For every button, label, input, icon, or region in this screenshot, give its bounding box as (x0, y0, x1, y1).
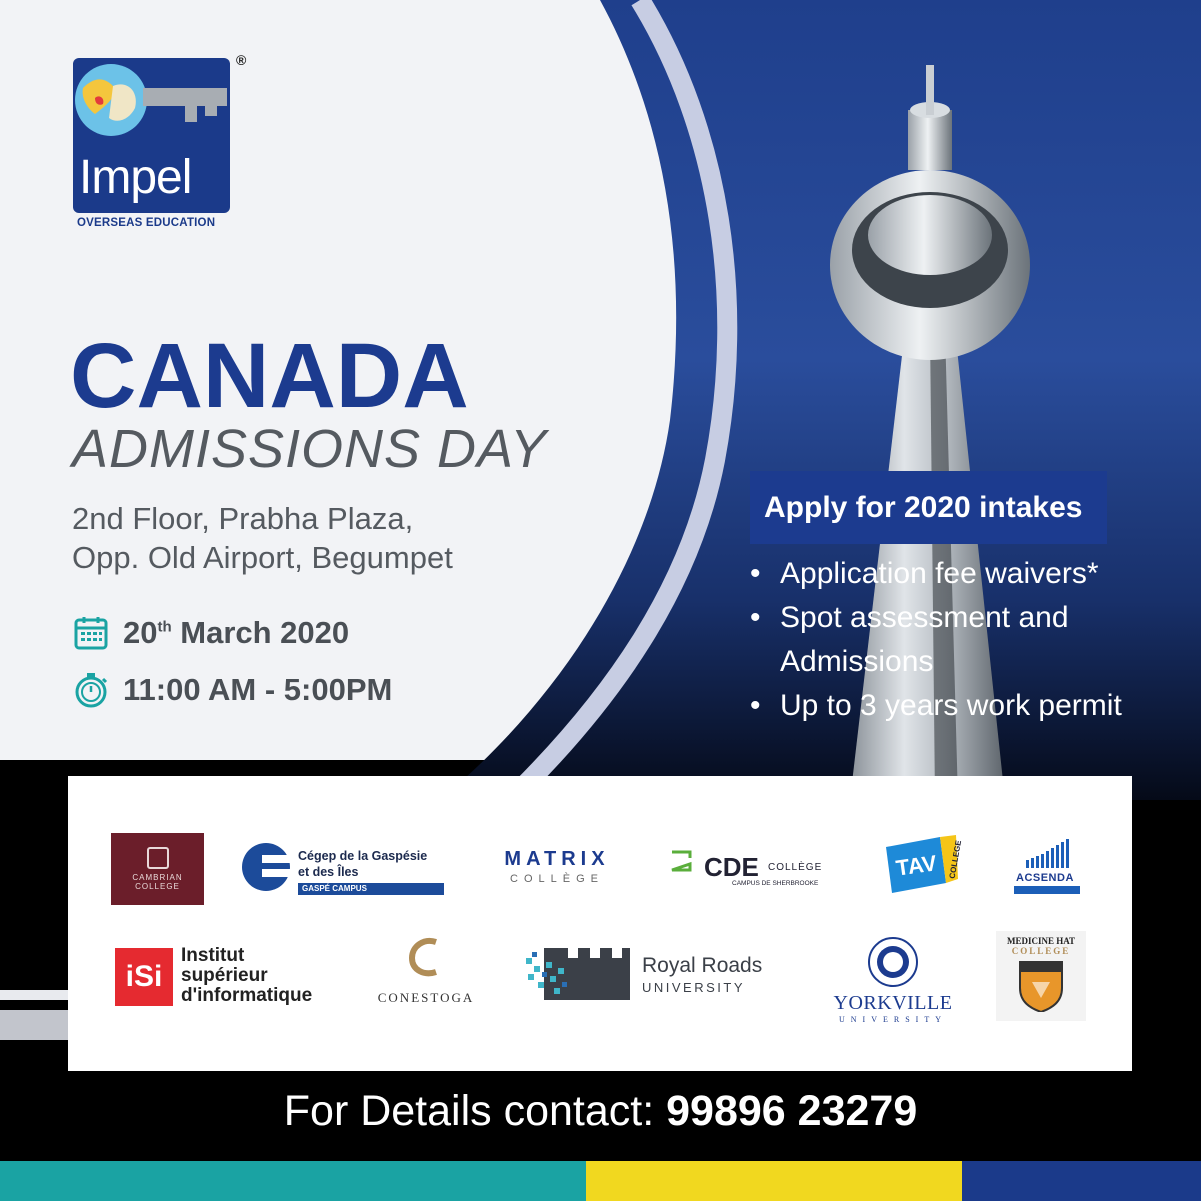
acsenda-emblem (1008, 838, 1084, 868)
cde-logo (668, 844, 838, 894)
contact-phone: 99896 23279 (666, 1087, 918, 1135)
cegep-name-1: Cégep de la Gaspésie (298, 849, 428, 863)
contact-line (0, 1087, 1201, 1136)
bar-segment-teal (0, 1161, 586, 1201)
contact-label: For Details contact: (283, 1087, 667, 1135)
headline-subtitle: ADMISSIONS DAY (72, 419, 548, 479)
footer-color-bar (0, 1161, 1201, 1201)
yorkville-logo (825, 936, 961, 1024)
date-suffix: th (157, 618, 172, 636)
university-logos-panel (68, 776, 1132, 1071)
cambrian-logo (111, 833, 204, 905)
cambrian-subname: COLLEGE (135, 882, 180, 891)
date-month-year: March 2020 (171, 615, 350, 650)
logo-tagline: OVERSEAS EDUCATION (77, 217, 216, 229)
address-line-2: Opp. Old Airport, Begumpet (72, 540, 453, 575)
logo-wordmark: Impel (79, 151, 192, 204)
cegep-campus: GASPÉ CAMPUS (298, 883, 444, 895)
cegep-emblem (240, 841, 290, 893)
medicine-hat-name: MEDICINE HAT (1006, 936, 1076, 946)
isi-name-3: d'informatique (181, 985, 313, 1006)
yorkville-subname: UNIVERSITY (839, 1015, 947, 1024)
benefit-item: • Up to 3 years work permit (750, 684, 1190, 728)
matrix-logo (492, 848, 622, 892)
benefits-list (750, 552, 1190, 728)
yorkville-emblem (867, 936, 919, 988)
royal-roads-logo (524, 948, 794, 1006)
event-time (73, 672, 392, 708)
stopwatch-icon (73, 672, 109, 708)
date-day: 20 (123, 615, 158, 650)
registered-mark: ® (236, 52, 247, 68)
impel-logo (73, 52, 247, 234)
acsenda-logo (1008, 838, 1084, 896)
address-line-1: 2nd Floor, Prabha Plaza, (72, 501, 414, 536)
cde-emblem (668, 848, 696, 874)
medicine-hat-logo (996, 931, 1086, 1021)
matrix-name: MATRIX (504, 848, 610, 870)
benefit-item: • Spot assessment and Admissions (750, 596, 1190, 684)
cde-subname: COLLÈGE (768, 862, 823, 873)
medicine-hat-crest-icon (1016, 958, 1066, 1012)
logo-box (73, 58, 230, 213)
bar-segment-yellow (586, 1161, 962, 1201)
isi-mark: iSi (115, 948, 173, 1006)
time-text: 11:00 AM - 5:00PM (123, 672, 393, 707)
cegep-name-2: et des Îles (298, 865, 359, 879)
royal-roads-emblem (524, 948, 630, 1000)
apply-heading: Apply for 2020 intakes (764, 490, 1083, 524)
cde-name: CDE (704, 852, 759, 882)
isi-logo (115, 946, 345, 1011)
cde-campus: CAMPUS DE SHERBROOKE (732, 880, 819, 887)
bar-segment-navy (962, 1161, 1201, 1201)
isi-name-1: Institut (181, 945, 245, 966)
royal-roads-name: Royal Roads (642, 954, 763, 977)
cegep-logo (240, 839, 450, 899)
benefit-item: • Application fee waivers* (750, 552, 1190, 596)
conestoga-name: CONESTOGA (377, 990, 475, 1005)
matrix-subname: COLLÈGE (510, 873, 604, 885)
calendar-icon (73, 615, 109, 651)
event-date (73, 615, 349, 651)
acsenda-name: ACSENDA (1016, 872, 1074, 884)
apply-heading-box (750, 471, 1107, 544)
acsenda-bar (1014, 886, 1080, 894)
conestoga-emblem (406, 936, 446, 978)
headline-title: CANADA (70, 325, 469, 427)
tav-logo (880, 833, 964, 895)
conestoga-logo (366, 936, 486, 1016)
key-globe-icon (73, 58, 230, 148)
isi-name-2: supérieur (181, 965, 268, 986)
royal-roads-subname: UNIVERSITY (642, 980, 746, 995)
medicine-hat-subname: COLLEGE (1011, 946, 1071, 956)
tav-name: TAV (894, 850, 939, 881)
cambrian-name: CAMBRIAN (132, 873, 183, 882)
cambrian-emblem (147, 847, 169, 869)
yorkville-name: YORKVILLE (833, 992, 953, 1014)
tav-subname: COLLEGE (947, 839, 964, 880)
